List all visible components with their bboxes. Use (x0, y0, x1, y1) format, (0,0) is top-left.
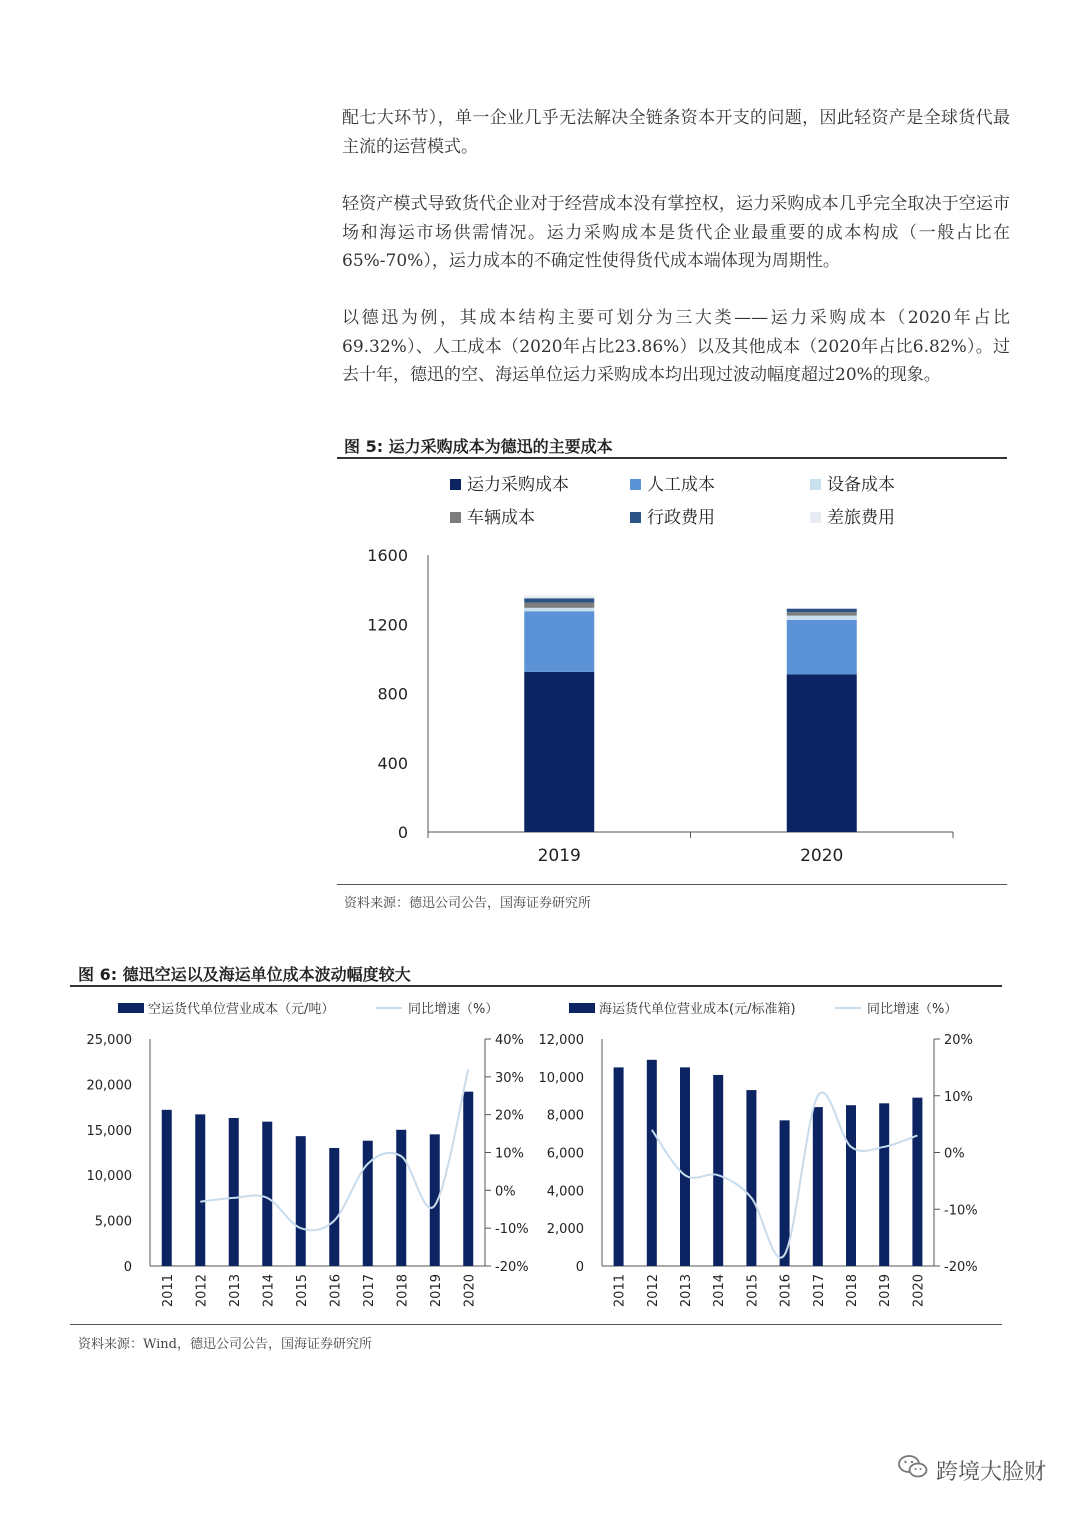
figure-6-top-rule (70, 985, 1002, 987)
legend-swatch-0 (450, 479, 461, 490)
legend-line-label: 同比增速（%） (867, 1002, 958, 1017)
paragraph-2: 轻资产模式导致货代企业对于经营成本没有掌控权，运力采购成本几乎完全取决于空运市场和海运市场供需情况。运力采购成本是货代企业最重要的成本构成（一般占比在65%-70%），运力成本的不确定性使得货代成本端体现为周期性。 (342, 194, 1010, 271)
bar-segment (787, 608, 857, 609)
right-tick-label: -10% (944, 1203, 978, 1219)
bar-segment (787, 609, 857, 612)
legend-label-3: 车辆成本 (467, 508, 535, 528)
bar-segment (524, 603, 594, 608)
legend-label-0: 运力采购成本 (467, 475, 569, 495)
legend-swatch-2 (810, 479, 821, 490)
left-tick-label: 20,000 (86, 1078, 132, 1094)
bar (680, 1067, 690, 1266)
right-tick-label: -20% (495, 1260, 529, 1275)
paragraph-3: 以德迅为例，其成本结构主要可划分为三大类——运力采购成本（2020年占比69.32%）、人工成本（2020年占比23.86%）以及其他成本（2020年占比6.82%）。过去十年，德迅的空、海运单位运力采购成本均出现过波动幅度超过20%的现象。 (342, 308, 1010, 385)
left-tick-label: 12,000 (538, 1033, 584, 1048)
watermark-text: 跨境大脸财 (935, 1459, 1046, 1485)
right-tick-label: 30% (495, 1070, 524, 1086)
bar (912, 1098, 922, 1266)
left-tick-label: 15,000 (86, 1123, 132, 1139)
left-tick-label: 4,000 (546, 1184, 584, 1200)
x-tick-label: 2019 (878, 1274, 894, 1308)
legend-line-label: 同比增速（%） (408, 1002, 499, 1017)
bar-segment (787, 616, 857, 620)
left-tick-label: 6,000 (546, 1146, 584, 1162)
bar (846, 1105, 856, 1266)
x-tick-label: 2020 (911, 1274, 927, 1308)
left-tick-label: 0 (123, 1260, 132, 1275)
left-tick-label: 25,000 (86, 1033, 132, 1048)
bar-segment (524, 672, 594, 832)
x-tick-label: 2013 (679, 1274, 694, 1308)
right-tick-label: 10% (495, 1146, 524, 1162)
bar (195, 1114, 205, 1266)
paragraph-1: 配七大环节），单一企业几乎无法解决全链条资本开支的问题，因此轻资产是全球货代最主流的运营模式。 (342, 108, 1010, 157)
y-tick-label: 0 (397, 823, 408, 842)
legend-label-2: 设备成本 (827, 475, 895, 495)
bar-segment (524, 608, 594, 611)
legend-label-5: 差旅费用 (827, 508, 895, 528)
figure-6-source: 资料来源：Wind，德迅公司公告，国海证券研究所 (78, 1337, 372, 1352)
bar-segment (524, 598, 594, 602)
bar-segment (787, 612, 857, 615)
legend-label-4: 行政费用 (647, 508, 715, 528)
left-tick-label: 8,000 (546, 1108, 584, 1124)
right-tick-label: 20% (944, 1033, 973, 1048)
right-tick-label: 0% (944, 1146, 965, 1162)
x-tick-label: 2011 (160, 1274, 176, 1308)
left-tick-label: 10,000 (86, 1169, 132, 1185)
right-tick-label: 0% (495, 1184, 516, 1200)
x-tick-label: 2018 (845, 1274, 860, 1308)
x-tick-label: 2020 (462, 1274, 478, 1308)
legend-swatch-3 (450, 512, 461, 523)
legend-swatch-4 (630, 512, 641, 523)
bar (229, 1118, 239, 1266)
x-tick-label: 2014 (261, 1274, 277, 1308)
bar (329, 1148, 339, 1266)
left-tick-label: 5,000 (94, 1214, 132, 1230)
figure-6-sea-chart (535, 990, 1002, 1320)
legend-bar-swatch (569, 1003, 595, 1013)
figure-5-bottom-rule (337, 884, 1007, 885)
figure-5-source: 资料来源：德迅公司公告，国海证券研究所 (344, 896, 592, 911)
x-tick-label: 2015 (745, 1274, 761, 1308)
bar (713, 1075, 723, 1266)
legend-label-1: 人工成本 (647, 475, 715, 495)
x-tick-label: 2011 (612, 1274, 628, 1308)
watermark (898, 1454, 1046, 1486)
x-tick-label: 2015 (294, 1274, 310, 1308)
right-tick-label: -20% (944, 1260, 978, 1275)
figure-5-chart (337, 460, 1007, 880)
wechat-icon (898, 1454, 928, 1486)
x-tick-label: 2012 (194, 1274, 210, 1308)
x-tick-label: 2017 (811, 1274, 827, 1308)
x-tick-label: 2014 (712, 1274, 728, 1308)
x-tick-label: 2018 (395, 1274, 411, 1308)
bar (813, 1107, 823, 1266)
y-tick-label: 1600 (367, 546, 408, 565)
bar-segment (787, 620, 857, 675)
bar-segment (524, 596, 594, 599)
x-tick-label: 2016 (328, 1274, 344, 1308)
legend-bar-label: 海运货代单位营业成本(元/标准箱) (599, 1002, 796, 1017)
bar (879, 1103, 889, 1266)
x-tick-label: 2019 (428, 1274, 444, 1308)
bar (463, 1092, 473, 1266)
bar-segment (524, 611, 594, 672)
left-tick-label: 2,000 (546, 1222, 584, 1238)
bar (746, 1090, 756, 1266)
bar (614, 1067, 624, 1266)
y-tick-label: 1200 (367, 615, 408, 635)
figure-6-air-chart (70, 990, 535, 1320)
legend-swatch-1 (630, 479, 641, 490)
figure-6-title: 图 6: 德迅空运以及海运单位成本波动幅度较大 (78, 965, 411, 984)
x-tick-label: 2012 (645, 1274, 661, 1308)
y-tick-label: 800 (377, 684, 408, 704)
legend-bar-label: 空运货代单位营业成本（元/吨） (148, 1002, 335, 1017)
figure-5-title: 图 5: 运力采购成本为德迅的主要成本 (344, 437, 613, 456)
right-tick-label: 20% (495, 1108, 524, 1124)
legend-bar-swatch (118, 1003, 144, 1013)
x-tick-label: 2020 (800, 846, 844, 866)
bar (262, 1122, 272, 1266)
left-tick-label: 0 (575, 1260, 584, 1275)
right-tick-label: 40% (495, 1033, 524, 1048)
bar (396, 1130, 406, 1266)
bar (647, 1060, 657, 1266)
x-tick-label: 2016 (778, 1274, 794, 1308)
bar (296, 1136, 306, 1266)
figure-6-bottom-rule (70, 1324, 1002, 1325)
bar (162, 1110, 172, 1266)
y-tick-label: 400 (377, 753, 408, 773)
figure-5-top-rule (337, 457, 1007, 459)
right-tick-label: 10% (944, 1089, 973, 1105)
left-tick-label: 10,000 (538, 1070, 584, 1086)
x-tick-label: 2013 (227, 1274, 243, 1308)
right-tick-label: -10% (495, 1222, 529, 1238)
x-tick-label: 2017 (361, 1274, 377, 1308)
legend-swatch-5 (810, 512, 821, 523)
bar-segment (787, 674, 857, 832)
x-tick-label: 2019 (537, 846, 581, 866)
